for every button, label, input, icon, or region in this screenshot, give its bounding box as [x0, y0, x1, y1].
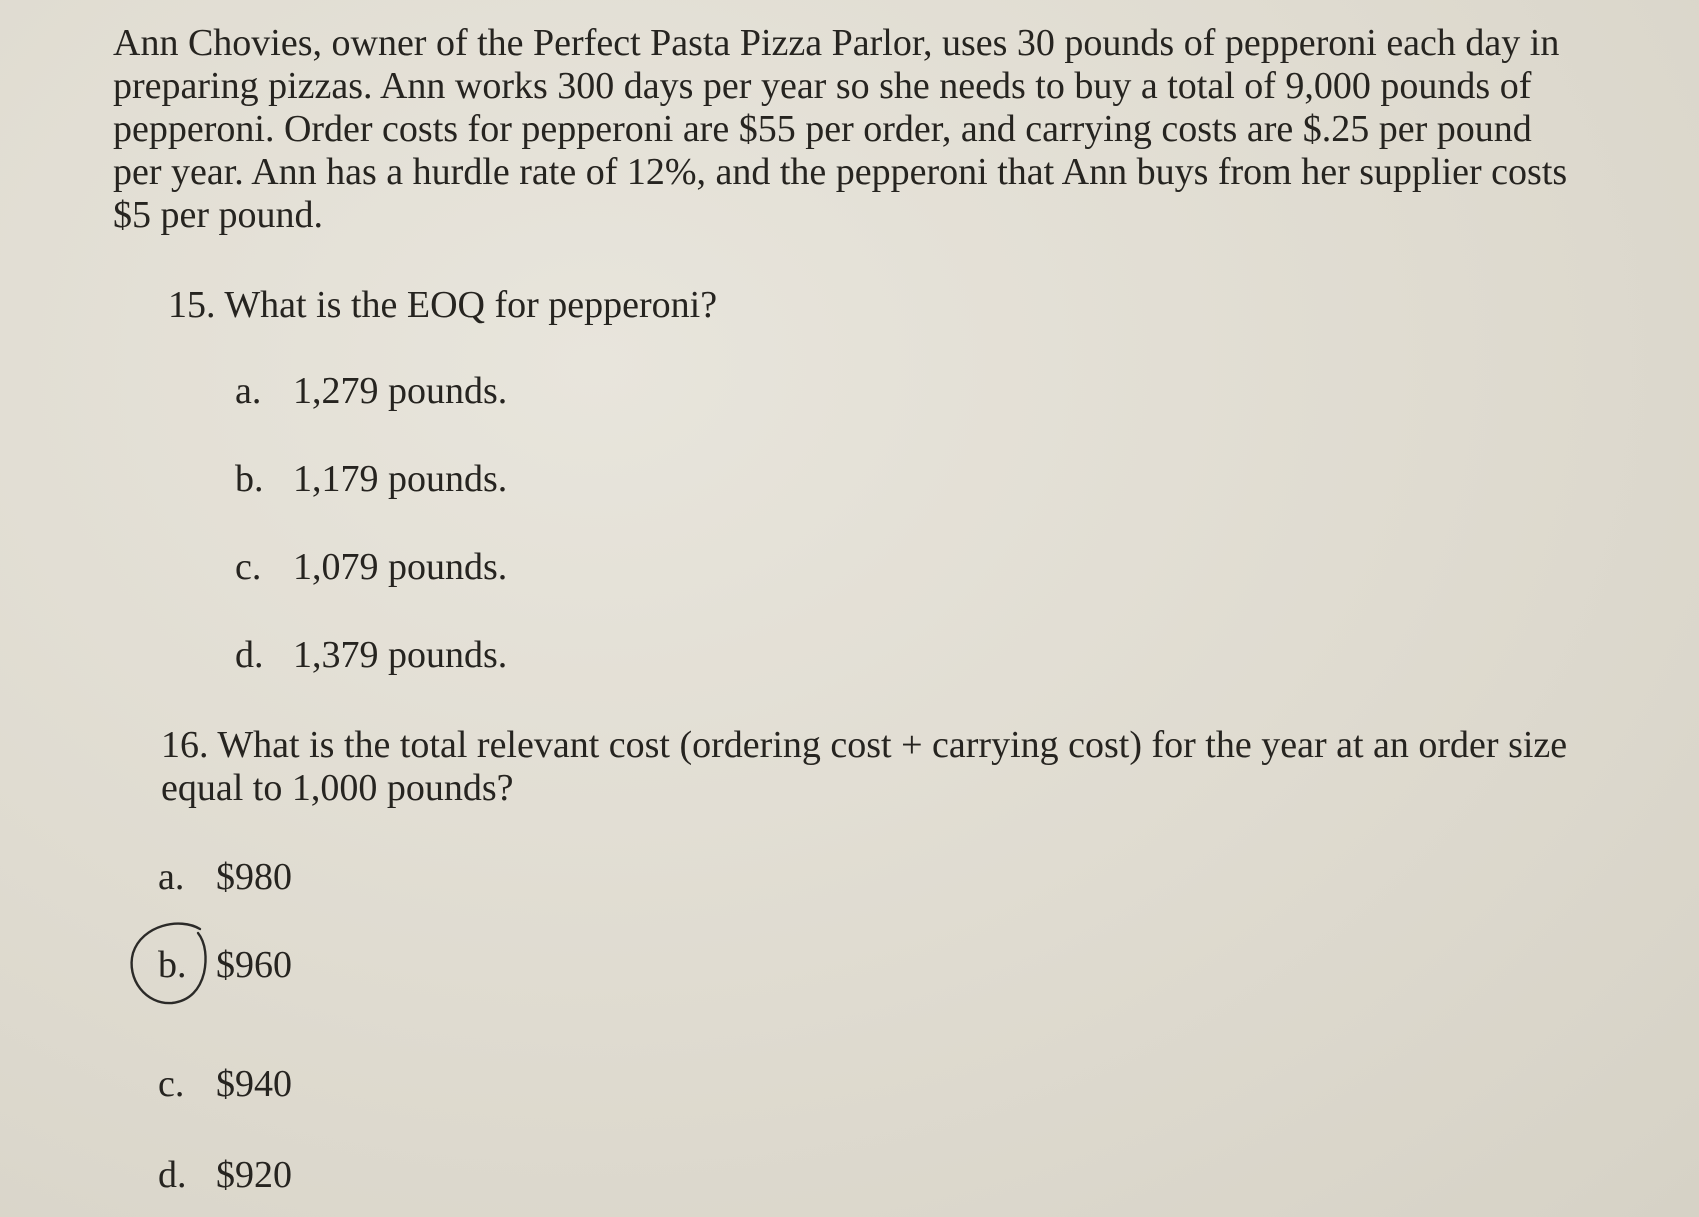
intro-line: Ann Chovies, owner of the Perfect Pasta Pizza Parlor, uses 30 pounds of pepperoni each day in [113, 22, 1560, 64]
option-letter: b. [158, 944, 187, 986]
option-letter: c. [235, 546, 262, 588]
intro-line: $5 per pound. [113, 194, 324, 236]
option-text: $980 [216, 856, 292, 898]
q16-option-d [158, 1154, 292, 1197]
question-16 [161, 724, 1567, 810]
option-letter: d. [158, 1154, 187, 1196]
q16-option-c [158, 1063, 292, 1106]
option-letter: a. [235, 370, 262, 412]
q15-option-d [235, 634, 507, 677]
problem-intro [113, 22, 1613, 237]
question-15: 15. What is the EOQ for pepperoni? [168, 284, 718, 326]
option-letter: d. [235, 634, 264, 676]
option-text: 1,079 pounds. [293, 546, 508, 588]
q15-option-a [235, 370, 507, 413]
intro-line: pepperoni. Order costs for pepperoni are $55 per order, and carrying costs are $.25 per pound [113, 108, 1532, 150]
option-letter: a. [158, 856, 185, 898]
q16-option-a [158, 856, 292, 899]
intro-line: per year. Ann has a hurdle rate of 12%, and the pepperoni that Ann buys from her supplier costs [113, 151, 1568, 193]
q16-option-b [158, 944, 292, 987]
option-text: $920 [216, 1154, 292, 1196]
option-letter: c. [158, 1063, 185, 1105]
option-text: 1,379 pounds. [293, 634, 508, 676]
option-text: 1,279 pounds. [293, 370, 508, 412]
q15-option-b [235, 458, 507, 501]
option-text: $940 [216, 1063, 292, 1105]
q15-option-c [235, 546, 507, 589]
option-text: 1,179 pounds. [293, 458, 508, 500]
question-16-line: equal to 1,000 pounds? [161, 767, 514, 809]
question-16-line: 16. What is the total relevant cost (ordering cost + carrying cost) for the year at an order size [161, 724, 1568, 766]
option-text: $960 [216, 944, 292, 986]
option-letter: b. [235, 458, 264, 500]
intro-line: preparing pizzas. Ann works 300 days per year so she needs to buy a total of 9,000 pounds of [113, 65, 1532, 107]
